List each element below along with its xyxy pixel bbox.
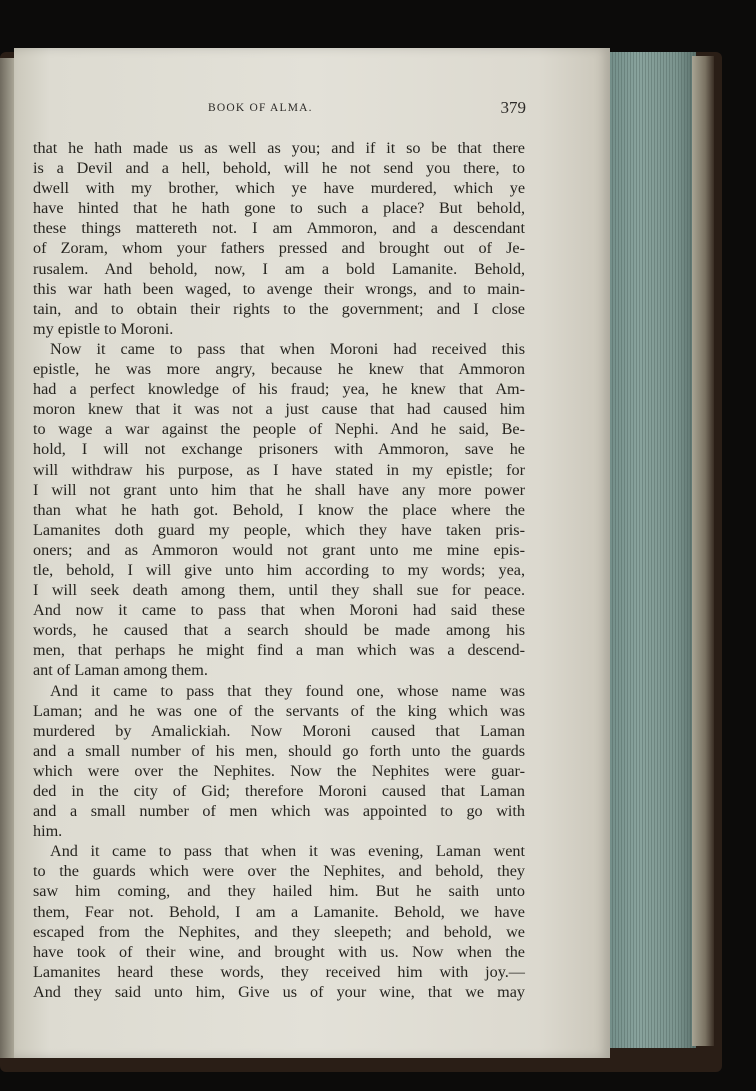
body-text bbox=[33, 138, 525, 1002]
text-line: than what he hath got. Behold, I know the place where the bbox=[33, 500, 525, 519]
text-line: that he hath made us as well as you; and if it so be that there bbox=[33, 139, 525, 157]
text-line: and a small number of men which was appointed to go with bbox=[33, 802, 525, 821]
text-line: dwell with my brother, which ye have murdered, which ye bbox=[33, 179, 525, 198]
text-line: to the guards which were over the Nephites, and behold, they bbox=[33, 862, 525, 881]
text-line: have hinted that he hath gone to such a place? But behold, bbox=[33, 199, 525, 218]
text-line: And they said unto him, Give us of your wine, that we may bbox=[33, 982, 525, 1001]
text-line: these things mattereth not. I am Ammoron, and a descendant bbox=[33, 219, 525, 238]
text-line: murdered by Amalickiah. Now Moroni caused that Laman bbox=[33, 721, 525, 740]
text-line: this war hath been waged, to avenge their wrongs, and to main- bbox=[33, 279, 525, 298]
text-line: oners; and as Ammoron would not grant unto me mine epis- bbox=[33, 540, 525, 559]
text-line: I will not grant unto him that he shall have any more power bbox=[33, 480, 525, 499]
text-line: which were over the Nephites. Now the Nephites were guar- bbox=[33, 761, 525, 780]
text-line: will withdraw his purpose, as I have stated in my epistle; for bbox=[33, 460, 525, 479]
text-line: of Zoram, whom your fathers pressed and brought out of Je- bbox=[33, 239, 525, 258]
text-line: Now it came to pass that when Moroni had received this bbox=[50, 339, 525, 358]
text-line: And now it came to pass that when Moroni had said these bbox=[33, 601, 525, 620]
text-line: and a small number of his men, should go forth unto the guards bbox=[33, 741, 525, 760]
page-number: 379 bbox=[500, 98, 526, 117]
running-title: BOOK OF ALMA. bbox=[208, 102, 313, 114]
text-line: Laman; and he was one of the servants of the king which was bbox=[33, 701, 525, 720]
text-line: hold, I will not exchange prisoners with Ammoron, save he bbox=[33, 440, 525, 459]
text-line: to wage a war against the people of Nephi. And he said, Be- bbox=[33, 420, 525, 439]
page-block-rim bbox=[692, 56, 714, 1046]
text-line: words, he caused that a search should be made among his bbox=[33, 621, 525, 640]
text-line: rusalem. And behold, now, I am a bold Lamanite. Behold, bbox=[33, 259, 525, 278]
facing-page-edge bbox=[0, 58, 14, 1058]
text-line: I will seek death among them, until they shall sue for peace. bbox=[33, 581, 525, 600]
text-line: ant of Laman among them. bbox=[33, 661, 208, 680]
text-line: is a Devil and a hell, behold, will he not send you there, to bbox=[33, 159, 525, 178]
text-line: tain, and to obtain their rights to the government; and I close bbox=[33, 299, 525, 318]
text-line: have took of their wine, and brought with us. Now when the bbox=[33, 942, 525, 961]
text-line: And it came to pass that when it was evening, Laman went bbox=[50, 842, 525, 861]
text-line: escaped from the Nephites, and they sleepeth; and behold, we bbox=[33, 922, 525, 941]
text-line: saw him coming, and they hailed him. But he saith unto bbox=[33, 882, 525, 901]
text-line: Lamanites doth guard my people, which they have taken pris- bbox=[33, 520, 525, 539]
text-line: him. bbox=[33, 822, 63, 841]
text-line: Lamanites heard these words, they received him with joy.— bbox=[33, 962, 525, 981]
text-line: ded in the city of Gid; therefore Moroni caused that Laman bbox=[33, 782, 525, 800]
text-line: them, Fear not. Behold, I am a Lamanite. Behold, we have bbox=[33, 902, 525, 921]
text-line: tle, behold, I will give unto him according to my words; yea, bbox=[33, 560, 525, 579]
page-header bbox=[208, 100, 528, 124]
text-line: had a perfect knowledge of his fraud; yea, he knew that Am- bbox=[33, 380, 525, 399]
text-line: my epistle to Moroni. bbox=[33, 319, 174, 338]
text-line: men, that perhaps he might find a man which was a descend- bbox=[33, 641, 525, 660]
page-block-edges bbox=[600, 52, 696, 1048]
text-line: moron knew that it was not a just cause that had caused him bbox=[33, 400, 525, 419]
text-line: And it came to pass that they found one, whose name was bbox=[50, 681, 525, 700]
text-line: epistle, he was more angry, because he knew that Ammoron bbox=[33, 360, 525, 379]
